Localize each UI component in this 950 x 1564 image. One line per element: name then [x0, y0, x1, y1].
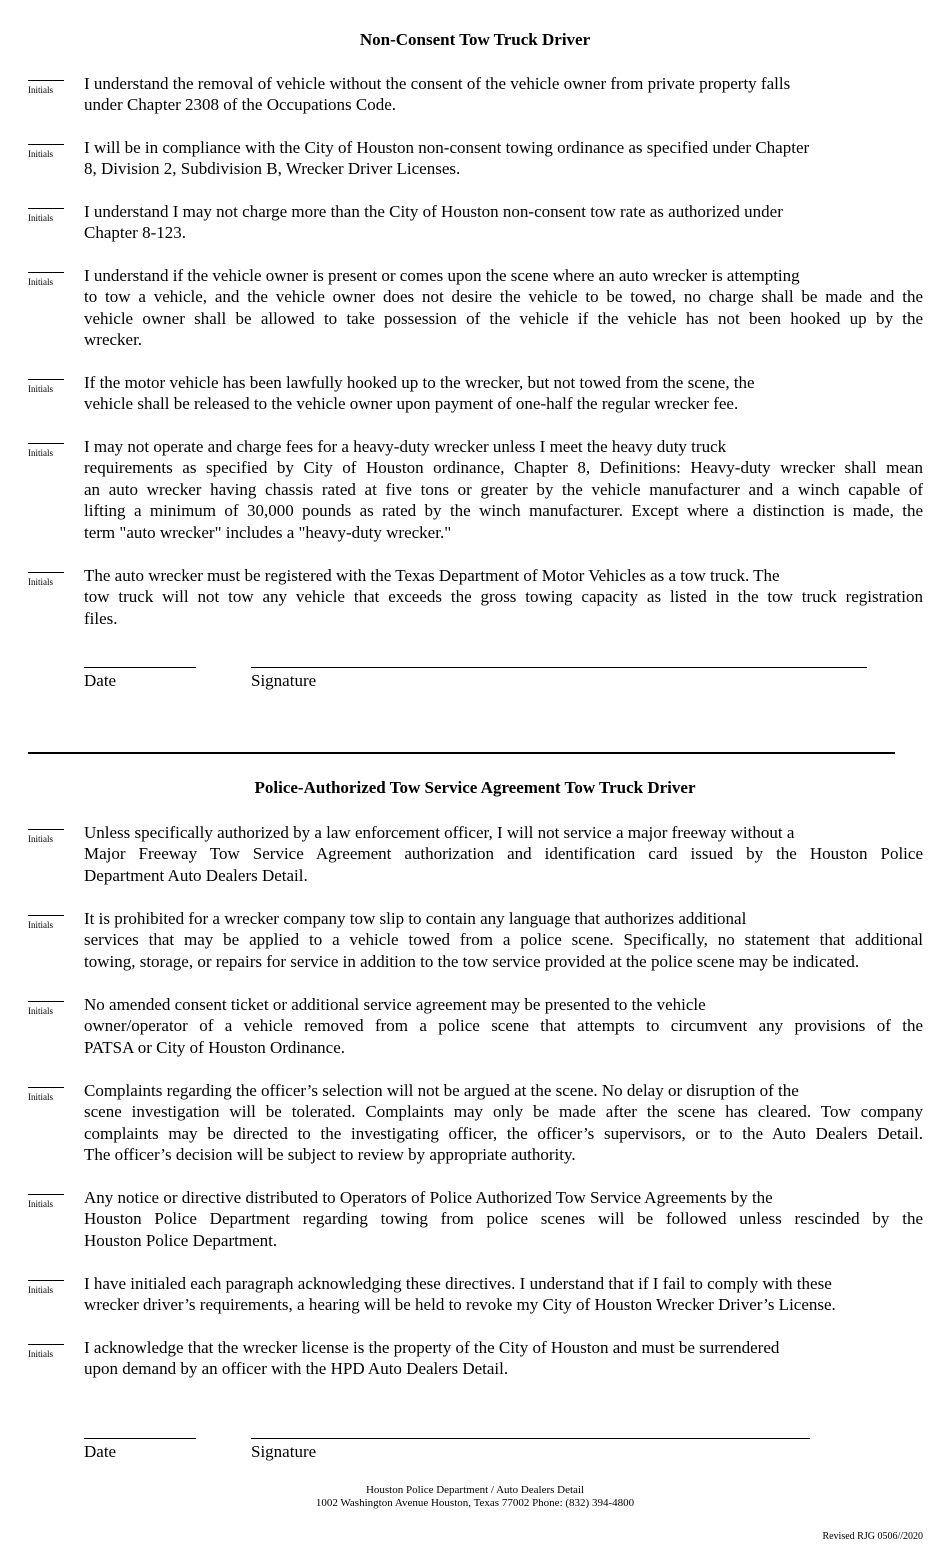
initials-field[interactable] — [28, 572, 64, 573]
section1-date-label: Date — [84, 671, 117, 690]
paragraph-line: complaints may be directed to the investigating officer, the officer’s supervisors, or to the Auto Dealers Detail. — [84, 1123, 923, 1143]
paragraph-line: Any notice or directive distributed to Operators of Police Authorized Tow Service Agreements by the — [84, 1188, 773, 1207]
footer-address: 1002 Washington Avenue Houston, Texas 77002 Phone: (832) 394-4800 — [315, 1497, 635, 1509]
paragraph-line: The auto wrecker must be registered with the Texas Department of Motor Vehicles as a tow truck. The — [84, 566, 780, 585]
paragraph-line: vehicle shall be released to the vehicle owner upon payment of one-half the regular wrecker fee. — [84, 394, 739, 414]
initials-label: Initials — [28, 1092, 53, 1102]
initials-field[interactable] — [28, 144, 64, 145]
paragraph-line: Chapter 8-123. — [84, 223, 186, 243]
paragraph-line: vehicle owner shall be allowed to take possession of the vehicle if the vehicle has not been hooked up by the — [84, 308, 923, 328]
paragraph-line: services that may be applied to a vehicle towed from a police scene. Specifically, no statement that additional — [84, 930, 923, 950]
initials-field[interactable] — [28, 1344, 64, 1345]
paragraph-line: I will be in compliance with the City of Houston non-consent towing ordinance as specified under Chapter — [84, 138, 810, 157]
paragraph-line: I may not operate and charge fees for a heavy-duty wrecker unless I meet the heavy duty truck — [84, 437, 727, 456]
paragraph-line: scene investigation will be tolerated. Complaints may only be made after the scene has cleared. Tow company — [84, 1102, 923, 1122]
paragraph-line: term "auto wrecker" includes a "heavy-duty wrecker." — [84, 522, 452, 542]
paragraph-line: towing, storage, or repairs for service in addition to the tow service provided at the police scene may be indicated. — [84, 951, 860, 971]
paragraph-line: I understand the removal of vehicle without the consent of the vehicle owner from private property falls — [84, 74, 791, 93]
initials-field[interactable] — [28, 1280, 64, 1281]
paragraph-line: upon demand by an officer with the HPD Auto Dealers Detail. — [84, 1359, 509, 1379]
paragraph-text — [84, 265, 923, 351]
paragraph-line: I have initialed each paragraph acknowledging these directives. I understand that if I fail to comply with these — [84, 1274, 832, 1293]
paragraph-line: requirements as specified by City of Houston ordinance, Chapter 8, Definitions: Heavy-duty wrecker shall mean — [84, 458, 923, 478]
paragraph-line: 8, Division 2, Subdivision B, Wrecker Driver Licenses. — [84, 159, 461, 179]
paragraph-line: It is prohibited for a wrecker company tow slip to contain any language that authorizes additional — [84, 909, 747, 928]
initials-label: Initials — [28, 1285, 53, 1295]
initials-label: Initials — [28, 149, 53, 159]
paragraph-line: Major Freeway Tow Service Agreement authorization and identification card issued by the Houston Police — [84, 844, 923, 864]
paragraph-text — [84, 137, 923, 180]
paragraph-line: Complaints regarding the officer’s selection will not be argued at the scene. No delay or disruption of the — [84, 1081, 799, 1100]
initials-label: Initials — [28, 213, 53, 223]
initials-field[interactable] — [28, 379, 64, 380]
initials-label: Initials — [28, 834, 53, 844]
paragraph-line: I acknowledge that the wrecker license is the property of the City of Houston and must be surrendered — [84, 1338, 780, 1357]
initials-field[interactable] — [28, 80, 64, 81]
paragraph-text — [84, 565, 923, 629]
paragraph-text — [84, 201, 923, 244]
paragraph-line: I understand I may not charge more than the City of Houston non-consent tow rate as authorized under — [84, 202, 783, 221]
paragraph-text — [84, 1187, 923, 1251]
initials-field[interactable] — [28, 915, 64, 916]
section1-title: Non-Consent Tow Truck Driver — [359, 30, 591, 49]
initials-label: Initials — [28, 1349, 53, 1359]
initials-label: Initials — [28, 384, 53, 394]
paragraph-text — [84, 73, 923, 116]
initials-field[interactable] — [28, 208, 64, 209]
section2-date-label: Date — [84, 1442, 117, 1461]
initials-field[interactable] — [28, 1087, 64, 1088]
paragraph-text — [84, 994, 923, 1058]
paragraph-line: Houston Police Department. — [84, 1230, 278, 1250]
section1-date-line[interactable] — [84, 667, 196, 668]
initials-field[interactable] — [28, 829, 64, 830]
footer-department: Houston Police Department / Auto Dealers Detail — [365, 1484, 585, 1496]
section2-signature-line[interactable] — [251, 1438, 810, 1439]
initials-field[interactable] — [28, 1001, 64, 1002]
paragraph-line: Department Auto Dealers Detail. — [84, 865, 308, 885]
paragraph-text — [84, 1337, 923, 1380]
paragraph-line: Houston Police Department regarding towing from police scenes will be followed unless rescinded by the — [84, 1209, 923, 1229]
initials-field[interactable] — [28, 443, 64, 444]
paragraph-line: to tow a vehicle, and the vehicle owner does not desire the vehicle to be towed, no charge shall be made and the — [84, 287, 923, 307]
paragraph-line: I understand if the vehicle owner is present or comes upon the scene where an auto wrecker is attempting — [84, 266, 800, 285]
paragraph-line: If the motor vehicle has been lawfully hooked up to the wrecker, but not towed from the scene, the — [84, 373, 755, 392]
initials-field[interactable] — [28, 1194, 64, 1195]
paragraph-text — [84, 1273, 923, 1316]
revision-note: Revised RJG 0506//2020 — [822, 1531, 923, 1542]
initials-label: Initials — [28, 1006, 53, 1016]
initials-label: Initials — [28, 448, 53, 458]
paragraph-line: under Chapter 2308 of the Occupations Code. — [84, 95, 397, 115]
paragraph-line: lifting a minimum of 30,000 pounds as rated by the winch manufacturer. Except where a distinction is made, the — [84, 501, 923, 521]
paragraph-text — [84, 372, 923, 415]
paragraph-line: PATSA or City of Houston Ordinance. — [84, 1037, 345, 1057]
initials-label: Initials — [28, 920, 53, 930]
section1-signature-label: Signature — [251, 671, 317, 690]
paragraph-line: The officer’s decision will be subject to review by appropriate authority. — [84, 1145, 576, 1165]
paragraph-line: wrecker. — [84, 330, 143, 350]
paragraph-line: owner/operator of a vehicle removed from a police scene that attempts to circumvent any provisions of the — [84, 1016, 923, 1036]
section2-title: Police-Authorized Tow Service Agreement Tow Truck Driver — [254, 778, 696, 797]
initials-label: Initials — [28, 1199, 53, 1209]
section-divider — [28, 752, 895, 754]
paragraph-line: files. — [84, 608, 118, 628]
paragraph-text — [84, 822, 923, 886]
paragraph-line: Unless specifically authorized by a law enforcement officer, I will not service a major freeway without a — [84, 823, 795, 842]
initials-label: Initials — [28, 577, 53, 587]
section2-date-line[interactable] — [84, 1438, 196, 1439]
section2-signature-label: Signature — [251, 1442, 317, 1461]
initials-field[interactable] — [28, 272, 64, 273]
paragraph-line: wrecker driver’s requirements, a hearing will be held to revoke my City of Houston Wrecker Driver’s License. — [84, 1295, 836, 1315]
paragraph-line: No amended consent ticket or additional service agreement may be presented to the vehicle — [84, 995, 706, 1014]
paragraph-line: tow truck will not tow any vehicle that exceeds the gross towing capacity as listed in the tow truck registration — [84, 587, 923, 607]
initials-label: Initials — [28, 85, 53, 95]
paragraph-text — [84, 436, 923, 543]
paragraph-text — [84, 1080, 923, 1166]
paragraph-line: an auto wrecker having chassis rated at five tons or greater by the vehicle manufacturer and a winch capable of — [84, 479, 923, 499]
initials-label: Initials — [28, 277, 53, 287]
paragraph-text — [84, 908, 923, 972]
section1-signature-line[interactable] — [251, 667, 867, 668]
